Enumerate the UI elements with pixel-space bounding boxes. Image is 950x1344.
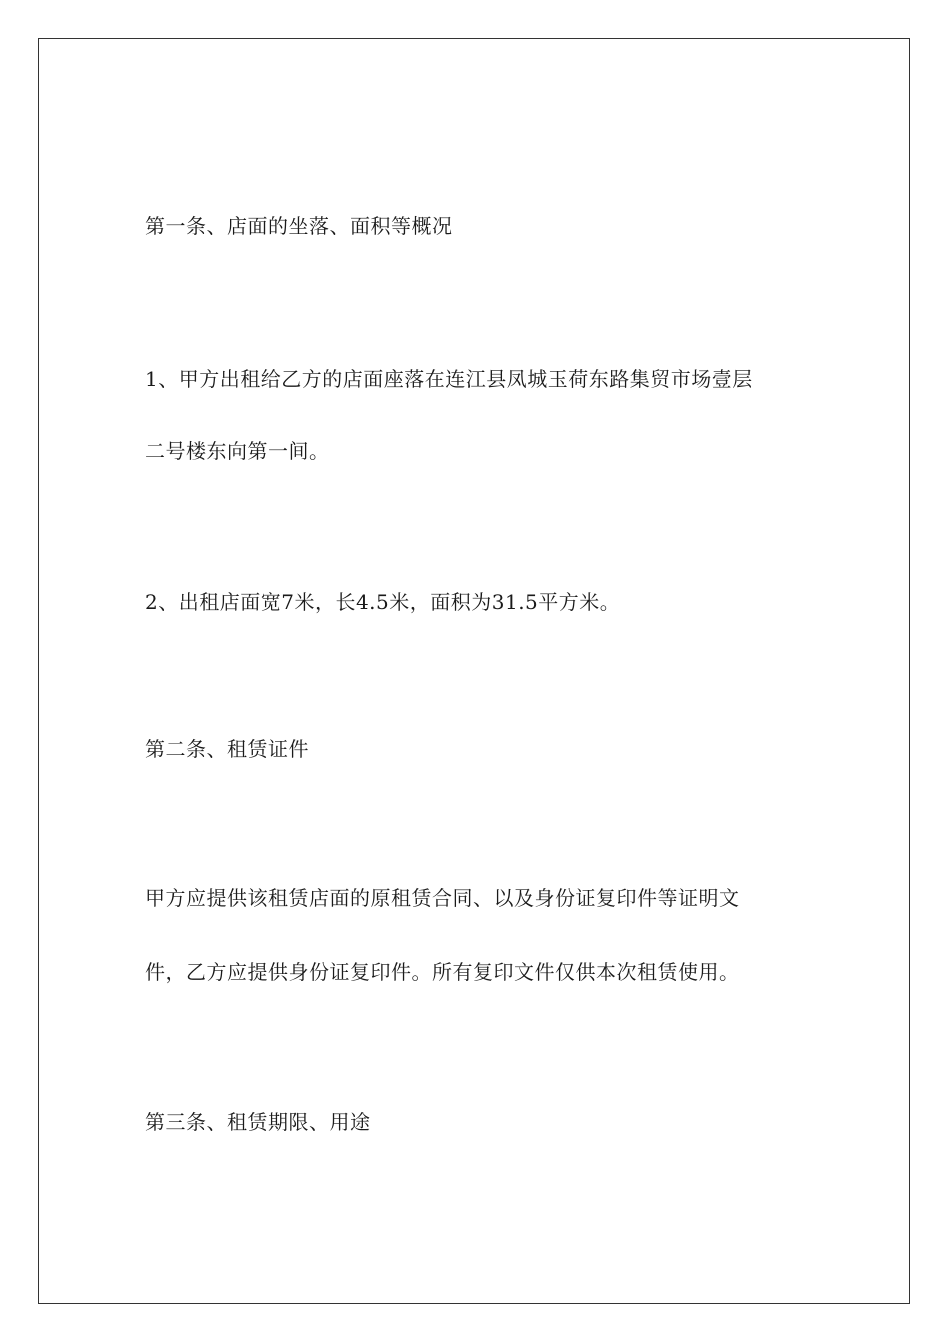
article-2-body-line-2: 件，乙方应提供身份证复印件。所有复印文件仅供本次租赁使用。: [145, 960, 740, 984]
article-2-heading: 第二条、租赁证件: [145, 737, 309, 761]
article-3-heading: 第三条、租赁期限、用途: [145, 1110, 371, 1134]
article-1-clause-1-line-1: 1、甲方出租给乙方的店面座落在连江县凤城玉荷东路集贸市场壹层: [145, 367, 753, 391]
article-1-clause-1-line-2: 二号楼东向第一间。: [145, 439, 330, 463]
article-2-body-line-1: 甲方应提供该租赁店面的原租赁合同、以及身份证复印件等证明文: [145, 886, 740, 910]
article-1-heading: 第一条、店面的坐落、面积等概况: [145, 214, 453, 238]
article-1-clause-2: 2、出租店面宽7米，长4.5米，面积为31.5平方米。: [145, 590, 621, 614]
